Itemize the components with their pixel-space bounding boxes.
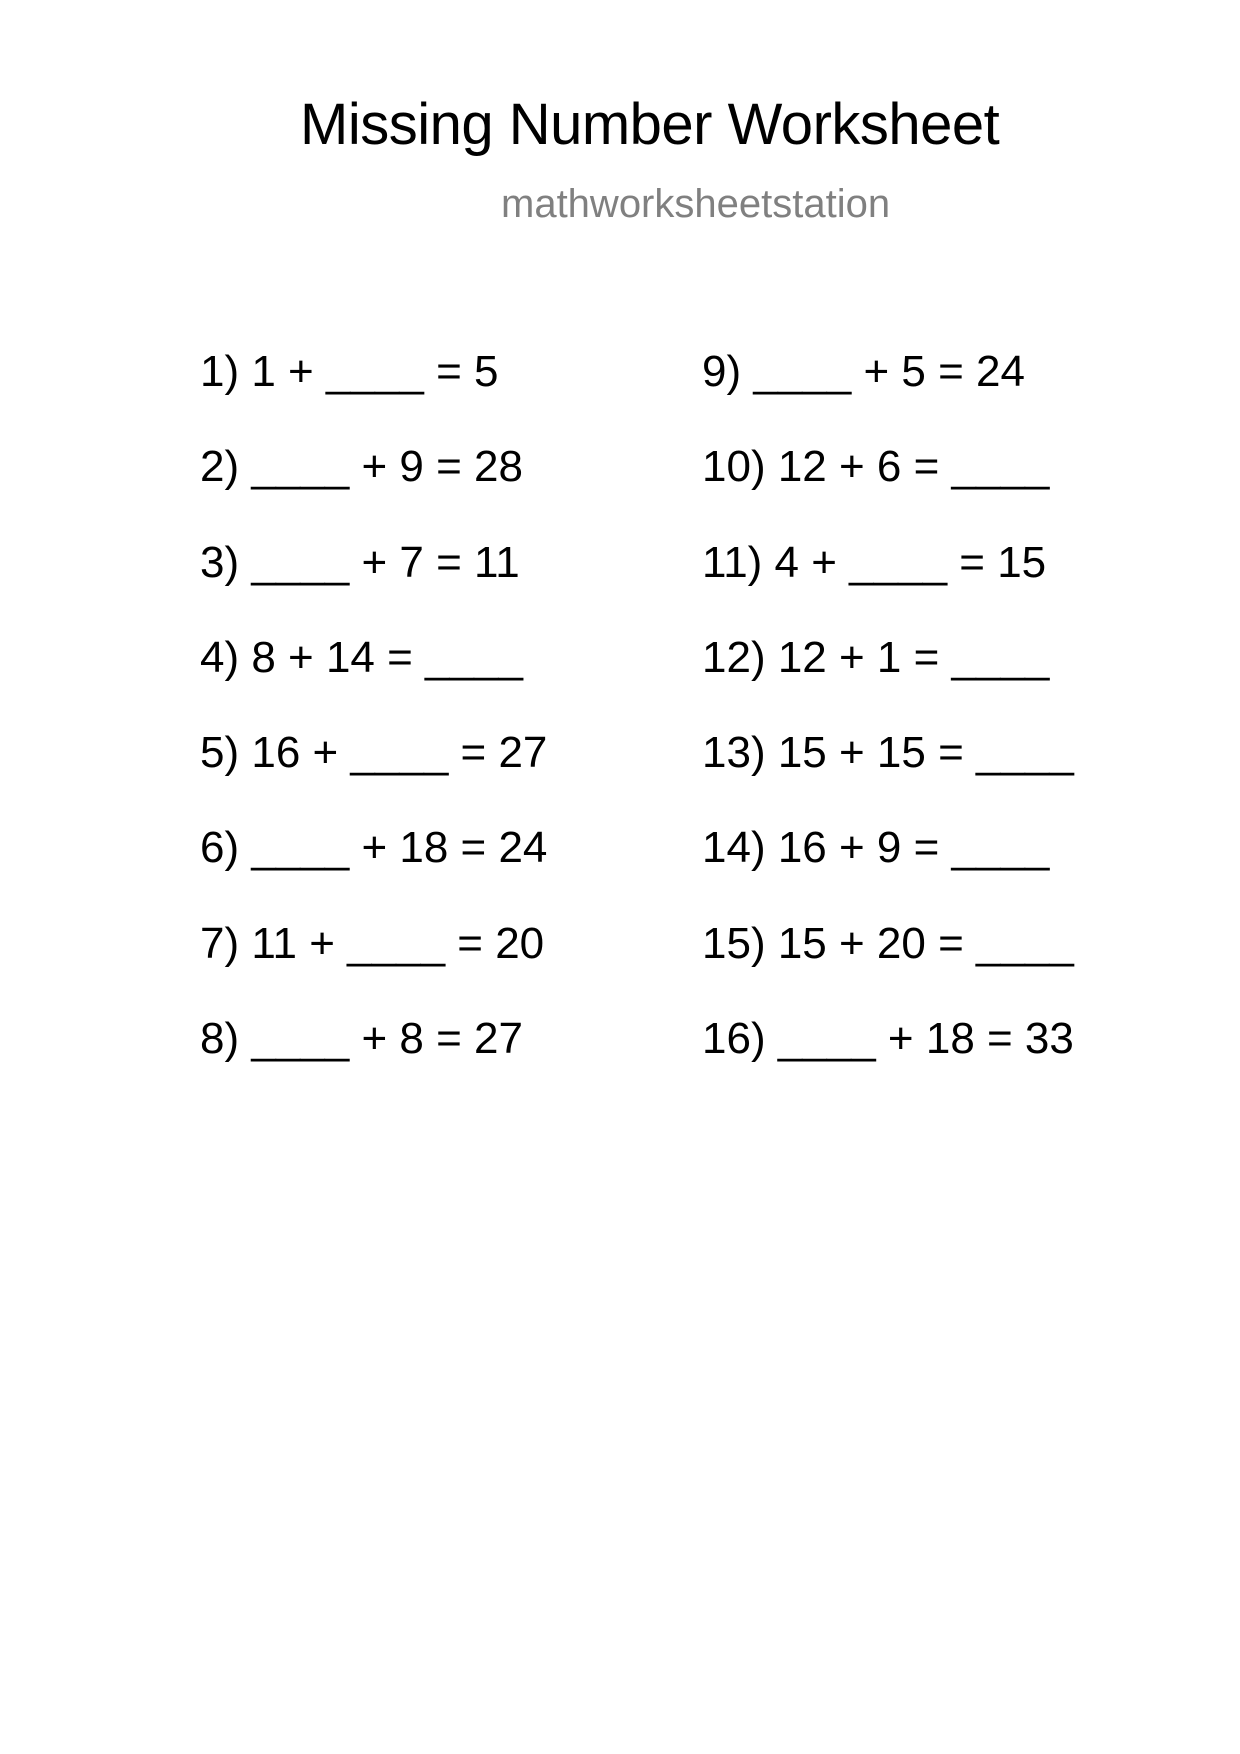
problem-item: 9) ____ + 5 = 24 [702, 347, 1025, 396]
problem-item: 5) 16 + ____ = 27 [200, 728, 548, 778]
problem-item: 10) 12 + 6 = ____ [702, 442, 1050, 492]
problem-item: 1) 1 + ____ = 5 [200, 347, 499, 396]
problem-column-right [702, 347, 1074, 1112]
problem-item: 11) 4 + ____ = 15 [702, 537, 1047, 587]
problem-item: 4) 8 + 14 = ____ [200, 632, 523, 682]
problem-item: 6) ____ + 18 = 24 [200, 823, 548, 873]
problem-item: 15) 15 + 20 = ____ [702, 918, 1074, 968]
problem-item: 16) ____ + 18 = 33 [702, 1014, 1074, 1064]
problem-item: 3) ____ + 7 = 11 [200, 537, 520, 587]
problem-item: 8) ____ + 8 = 27 [200, 1014, 523, 1064]
problem-item: 14) 16 + 9 = ____ [702, 823, 1050, 873]
problem-column-left [200, 347, 548, 1112]
problem-item: 13) 15 + 15 = ____ [702, 728, 1074, 778]
problem-item: 2) ____ + 9 = 28 [200, 442, 523, 492]
worksheet-source: mathworksheetstation [501, 182, 891, 226]
problem-item: 12) 12 + 1 = ____ [702, 632, 1050, 682]
worksheet-title: Missing Number Worksheet [300, 92, 1000, 157]
problem-item: 7) 11 + ____ = 20 [200, 918, 545, 968]
